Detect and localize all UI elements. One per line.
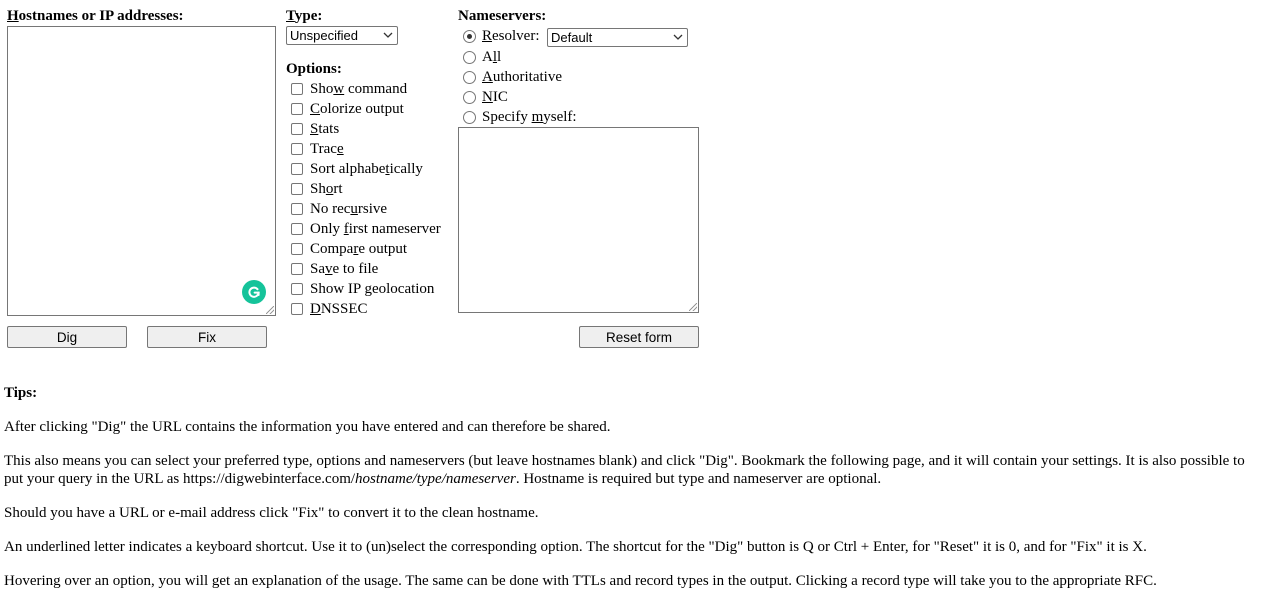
option-checkbox[interactable] bbox=[291, 263, 303, 275]
radio-nic-label: NIC bbox=[482, 88, 508, 105]
option-checkbox-row[interactable] bbox=[291, 79, 407, 99]
hostnames-label: Hostnames or IP addresses: bbox=[7, 8, 184, 24]
option-checkbox[interactable] bbox=[291, 203, 303, 215]
option-checkbox[interactable] bbox=[291, 103, 303, 115]
radio-specify-button[interactable] bbox=[463, 111, 476, 124]
reset-form-button[interactable]: Reset form bbox=[579, 326, 699, 348]
option-label: No recursive bbox=[310, 200, 388, 217]
tips-paragraph-1: After clicking "Dig" the URL contains the information you have entered and can therefore be shared. bbox=[4, 419, 611, 435]
radio-specify[interactable] bbox=[463, 107, 577, 127]
option-label: Stats bbox=[310, 120, 340, 137]
option-label: Compare output bbox=[310, 240, 408, 257]
option-checkbox-row[interactable] bbox=[291, 239, 407, 259]
radio-all-label: All bbox=[482, 48, 502, 65]
option-label: Trace bbox=[310, 140, 344, 157]
resolver-select-value: Default bbox=[551, 30, 593, 45]
option-label: Save to file bbox=[310, 260, 379, 277]
option-checkbox[interactable] bbox=[291, 243, 303, 255]
radio-authoritative[interactable] bbox=[463, 67, 562, 87]
fix-button[interactable]: Fix bbox=[147, 326, 267, 348]
radio-all-button[interactable] bbox=[463, 51, 476, 64]
option-checkbox-row[interactable] bbox=[291, 179, 343, 199]
option-checkbox[interactable] bbox=[291, 303, 303, 315]
tips-paragraph-4: An underlined letter indicates a keyboard shortcut. Use it to (un)select the corresponding option. The shortcut for the "Dig" button is Q or Ctrl + Enter, for "Reset" it is 0, and for "Fix" it is X. bbox=[4, 539, 1147, 555]
option-checkbox-row[interactable] bbox=[291, 219, 441, 239]
nameservers-label: Nameservers: bbox=[458, 8, 547, 24]
option-checkbox-row[interactable] bbox=[291, 139, 344, 159]
option-label: Sort alphabetically bbox=[310, 160, 423, 177]
option-checkbox[interactable] bbox=[291, 283, 303, 295]
option-checkbox[interactable] bbox=[291, 123, 303, 135]
resolver-select[interactable] bbox=[547, 28, 688, 47]
radio-authoritative-button[interactable] bbox=[463, 71, 476, 84]
option-checkbox-row[interactable] bbox=[291, 99, 404, 119]
radio-resolver[interactable] bbox=[463, 26, 540, 46]
radio-resolver-label: Resolver: bbox=[482, 27, 540, 44]
option-label: Short bbox=[310, 180, 343, 197]
radio-all[interactable] bbox=[463, 47, 501, 67]
tips-heading: Tips: bbox=[4, 385, 38, 401]
option-checkbox-row[interactable] bbox=[291, 259, 378, 279]
option-label: Colorize output bbox=[310, 100, 404, 117]
option-checkbox[interactable] bbox=[291, 183, 303, 195]
option-checkbox[interactable] bbox=[291, 163, 303, 175]
tips-paragraph-3: Should you have a URL or e-mail address click "Fix" to convert it to the clean hostname. bbox=[4, 505, 539, 521]
tips-paragraph-5: Hovering over an option, you will get an explanation of the usage. The same can be done with TTLs and record types in the output. Clicking a record type will take you to the appropriate RFC. bbox=[4, 573, 1157, 589]
options-label: Options: bbox=[286, 61, 342, 77]
nameserver-textarea[interactable] bbox=[458, 127, 699, 313]
radio-specify-label: Specify myself: bbox=[482, 108, 577, 125]
option-label: DNSSEC bbox=[310, 300, 368, 317]
radio-nic-button[interactable] bbox=[463, 91, 476, 104]
type-select-value: Unspecified bbox=[290, 28, 358, 43]
tips-paragraph-2: This also means you can select your preferred type, options and nameservers (but leave hostnames blank) and click "Dig". Bookmark the following page, and it will contain your settings. It is also possible to put your query in the URL as https://digwebinterface.com/hostname/type/nameserver. Hostname is required but type and nameserver are optional. bbox=[4, 453, 1245, 487]
radio-authoritative-label: Authoritative bbox=[482, 68, 562, 85]
option-checkbox[interactable] bbox=[291, 83, 303, 95]
option-label: Only first nameserver bbox=[310, 220, 441, 237]
dig-button[interactable]: Dig bbox=[7, 326, 127, 348]
radio-nic[interactable] bbox=[463, 87, 508, 107]
option-checkbox[interactable] bbox=[291, 223, 303, 235]
type-select[interactable] bbox=[286, 26, 398, 45]
resize-grip-icon[interactable] bbox=[689, 303, 697, 311]
option-checkbox-row[interactable] bbox=[291, 119, 339, 139]
radio-resolver-button[interactable] bbox=[463, 30, 476, 43]
option-checkbox-row[interactable] bbox=[291, 199, 387, 219]
type-label: Type: bbox=[286, 8, 323, 24]
grammarly-icon[interactable] bbox=[242, 280, 266, 304]
option-checkbox-row[interactable] bbox=[291, 159, 423, 179]
resize-grip-icon[interactable] bbox=[266, 306, 274, 314]
option-label: Show command bbox=[310, 80, 408, 97]
hostnames-textarea[interactable] bbox=[7, 26, 276, 316]
option-checkbox-row[interactable] bbox=[291, 299, 368, 319]
option-checkbox-row[interactable] bbox=[291, 279, 434, 299]
chevron-down-icon bbox=[383, 31, 393, 39]
chevron-down-icon bbox=[673, 33, 683, 41]
option-label: Show IP geolocation bbox=[310, 280, 435, 297]
option-checkbox[interactable] bbox=[291, 143, 303, 155]
